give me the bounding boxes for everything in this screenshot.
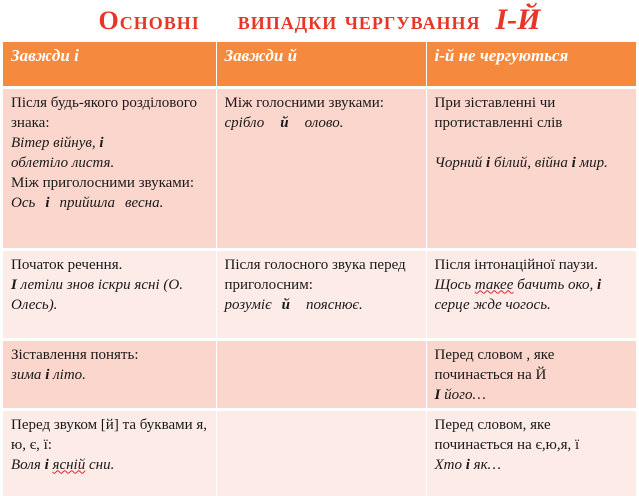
example-letter: і (486, 154, 491, 171)
table-row (3, 249, 636, 339)
example-letter: і (99, 134, 104, 151)
rule-text: Перед словом , яке починається на Й (434, 346, 555, 383)
rule-text: Після будь-якого розділового знака: (11, 94, 198, 131)
example-letter: І (434, 386, 441, 403)
example-text: білий, війна (493, 154, 568, 171)
misspelled-word: такее (474, 276, 514, 293)
title-part-2: випадки чергування (237, 6, 481, 35)
table-cell (3, 339, 216, 409)
table-cell (3, 87, 216, 249)
example-letter: й (280, 114, 289, 131)
example-text: ясній (52, 456, 86, 473)
empty-cell (216, 409, 426, 496)
table-cell (426, 409, 636, 496)
table-cell (426, 249, 636, 339)
example-text: прийшла (59, 194, 116, 211)
rule-text: Після інтонаційної паузи. (434, 256, 598, 273)
example-text: Хто (434, 456, 462, 473)
example-letter: і (596, 276, 602, 293)
example-letter: І (11, 276, 17, 293)
header-always-i: Завжди і (3, 42, 216, 87)
example-text: весна. (125, 194, 164, 211)
example-text: зима (11, 366, 42, 383)
example-text: розуміє (224, 296, 272, 313)
table-row (3, 339, 636, 409)
rule-text: Початок речення. (11, 256, 123, 273)
rule-text: Між приголосними звуками: (11, 174, 194, 191)
table-cell (426, 87, 636, 249)
title-highlight: І-Й (495, 3, 541, 36)
example-letter: й (281, 296, 290, 313)
header-no-alternation: і-й не чергуються (426, 42, 636, 87)
header-always-y: Завжди й (216, 42, 426, 87)
example-text: як… (473, 456, 501, 473)
alternation-table (3, 42, 637, 496)
rule-text: Зіставлення понять: (11, 346, 139, 363)
example-text: мир. (579, 154, 608, 171)
example-text: Щось (434, 276, 472, 293)
example-text: Вітер війнув, (11, 134, 96, 151)
example-text: пояснює. (305, 296, 363, 313)
page-title (0, 2, 639, 38)
rule-text: Перед словом, яке починається на є,ю,я, ї (434, 416, 580, 453)
rule-text: Між голосними звуками: (224, 94, 384, 111)
example-letter: і (571, 154, 576, 171)
rule-text: Після голосного звука перед приголосним: (224, 256, 406, 293)
example-text: бачить око, (517, 276, 594, 293)
example-text: сни. (88, 456, 115, 473)
example-text: серце жде чогось. (434, 296, 551, 313)
example-letter: і (45, 366, 50, 383)
example-letter: і (44, 456, 49, 473)
table-cell (426, 339, 636, 409)
example-text: Воля (11, 456, 41, 473)
table-cell (216, 249, 426, 339)
rule-text: При зіставленні чи протиставленні слів (434, 94, 563, 131)
table-row (3, 87, 636, 249)
table-cell (216, 87, 426, 249)
example-text: Ось (11, 194, 36, 211)
empty-cell (216, 339, 426, 409)
example-text: летіли знов іскри ясні (О. Олесь). (11, 276, 183, 313)
table-row (3, 409, 636, 496)
table-header-row (3, 42, 636, 87)
example-text: облетіло листя. (11, 154, 115, 171)
example-text: літо. (53, 366, 86, 383)
table-cell (3, 409, 216, 496)
example-text: срібло (224, 114, 265, 131)
rule-text: Перед звуком [й] та буквами я, ю, є, ї: (11, 416, 208, 453)
example-text: олово. (304, 114, 344, 131)
table-cell (3, 249, 216, 339)
title-part-1: Основні (98, 6, 200, 35)
example-text: його… (444, 386, 486, 403)
example-letter: і (465, 456, 470, 473)
example-letter: і (45, 194, 50, 211)
example-text: Чорний (434, 154, 483, 171)
